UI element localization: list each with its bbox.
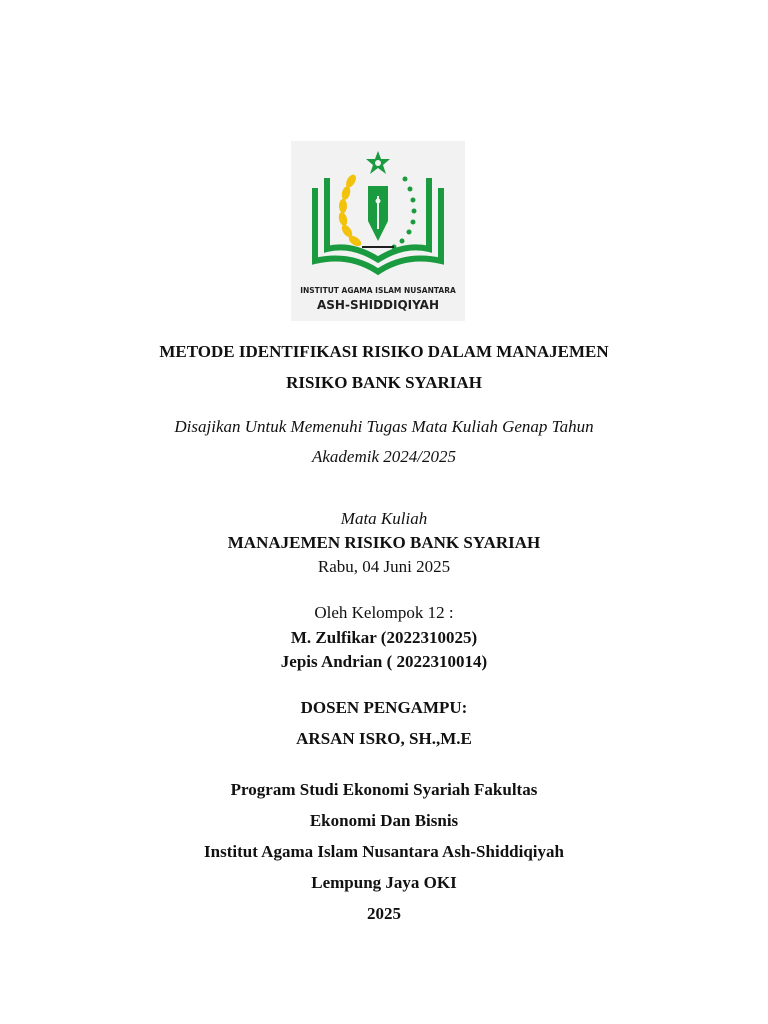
lecturer-name: ARSAN ISRO, SH.,M.E: [296, 729, 472, 748]
institution-line3: Institut Agama Islam Nusantara Ash-Shiddiqiyah: [204, 842, 564, 861]
logo-text-line1: INSTITUT AGAMA ISLAM NUSANTARA: [300, 286, 456, 295]
course-label: Mata Kuliah: [340, 509, 428, 528]
document-title-line2: RISIKO BANK SYARIAH: [286, 373, 482, 392]
document-title-line1: METODE IDENTIFIKASI RISIKO DALAM MANAJEMEN: [159, 342, 609, 361]
institution-logo: [291, 141, 465, 321]
course-date: Rabu, 04 Juni 2025: [317, 557, 451, 576]
institution-line1: Program Studi Ekonomi Syariah Fakultas: [230, 780, 538, 799]
group-label: Oleh Kelompok 12 :: [314, 603, 454, 622]
logo-text-line2: ASH-SHIDDIQIYAH: [316, 298, 440, 312]
institution-line2: Ekonomi Dan Bisnis: [309, 811, 459, 830]
institution-year: 2025: [367, 904, 401, 923]
book-star-icon: [291, 141, 465, 321]
institution-line4: Lempung Jaya OKI: [311, 873, 457, 892]
subtitle-line1: Disajikan Untuk Memenuhi Tugas Mata Kuliah Genap Tahun: [174, 417, 594, 436]
star-icon: [366, 151, 390, 174]
group-member: Jepis Andrian ( 2022310014): [280, 652, 488, 671]
group-member: M. Zulfikar (2022310025): [290, 628, 478, 647]
pen-nib-icon: [368, 186, 388, 241]
subtitle-line2: Akademik 2024/2025: [312, 447, 456, 466]
lecturer-label: DOSEN PENGAMPU:: [300, 698, 468, 717]
course-name: MANAJEMEN RISIKO BANK SYARIAH: [227, 533, 541, 552]
